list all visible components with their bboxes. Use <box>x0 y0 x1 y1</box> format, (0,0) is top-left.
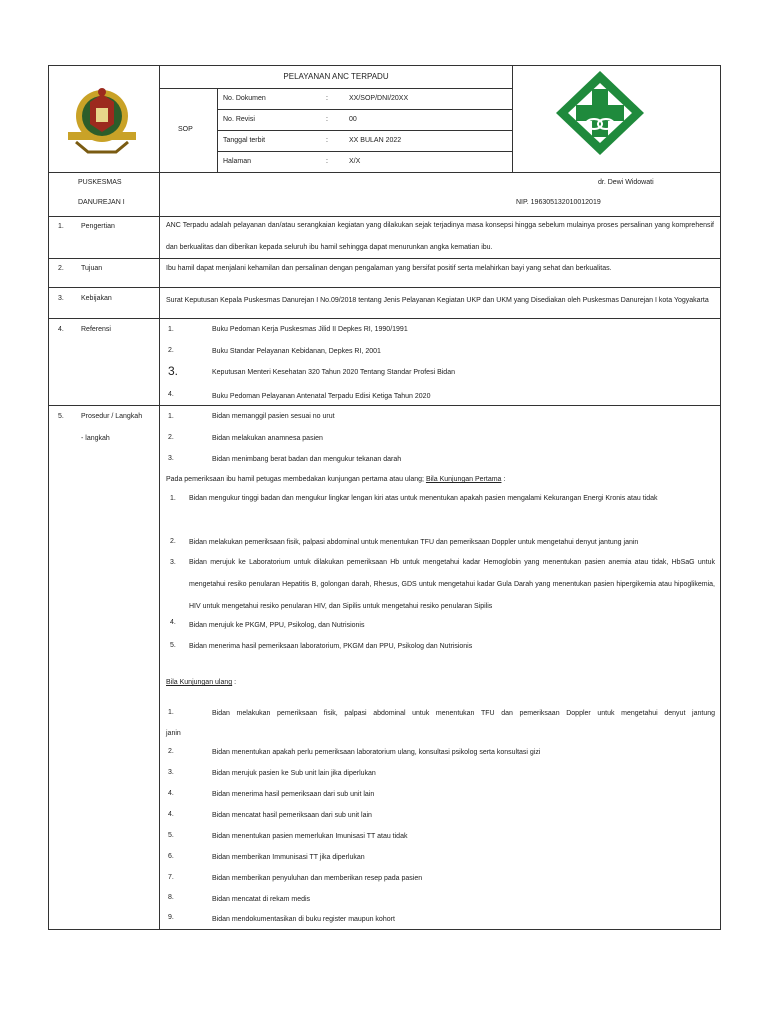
section-text-pengertian: ANC Terpadu adalah pelayanan dan/atau serangkaian kegiatan yang dilakukan sejak terjadinya masa konsepsi hingga sebelum mulainya proses persalinan yang komprehensif dan berkualitas dan diberikan kepada seluruh ibu hamil sehingga dapat menurunkan angka kematian ibu. <box>166 222 714 251</box>
pertama-step-number: 5. <box>170 642 176 649</box>
section-label-referensi: Referensi <box>81 326 111 333</box>
kunjungan-ulang-label: Bila Kunjungan ulang <box>166 679 233 686</box>
kunjungan-intro-text: Pada pemeriksaan ibu hamil petugas membedakan kunjungan pertama atau ulang; <box>166 476 426 483</box>
procedure-step-number: 3. <box>168 455 174 462</box>
signer-nip: NIP. 196305132010012019 <box>516 199 601 206</box>
meta-sep-tanggal-terbit: : <box>326 137 328 144</box>
ulang-step-text: Bidan merujuk pasien ke Sub unit lain jika diperlukan <box>212 770 376 777</box>
ulang-step-text: Bidan menentukan apakah perlu pemeriksaan laboratorium ulang, konsultasi psikolog serta konsultasi gizi <box>212 749 541 756</box>
table-border-right <box>720 65 721 930</box>
ulang-step-text: Bidan menentukan pasien memerlukan Imunisasi TT atau tidak <box>212 833 408 840</box>
meta-sep-no-dokumen: : <box>326 95 328 102</box>
pertama-step-number: 4. <box>170 619 176 626</box>
org-name-line2: DANUREJAN I <box>78 199 125 206</box>
org-name-line1: PUSKESMAS <box>78 179 122 186</box>
meta-value-halaman: X/X <box>349 158 361 165</box>
pertama-step-number: 1. <box>170 495 176 502</box>
meta-label-halaman: Halaman <box>223 158 252 165</box>
pertama-step-text: Bidan menerima hasil pemeriksaan laboratorium, PKGM dan PPU, Psikolog dan Nutrisionis <box>189 643 473 650</box>
ulang-step-text: Bidan mencatat di rekam medis <box>212 896 311 903</box>
ulang-step-number: 4. <box>168 790 174 797</box>
section-number-referensi: 4. <box>58 326 64 333</box>
pertama-step-text: Bidan merujuk ke PKGM, PPU, Psikolog, dan Nutrisionis <box>189 622 365 629</box>
meta-label-no-dokumen: No. Dokumen <box>223 95 266 102</box>
section-number-kebijakan: 3. <box>58 295 64 302</box>
section-number-prosedur: 5. <box>58 413 64 420</box>
ulang-step-number: 3. <box>168 769 174 776</box>
kunjungan-intro-colon: : <box>501 476 506 483</box>
section-number-tujuan: 2. <box>58 265 64 272</box>
pertama-step-number: 3. <box>170 559 176 566</box>
table-border-bottom <box>48 929 721 930</box>
kunjungan-ulang-colon: : <box>232 679 237 686</box>
seal-emblem <box>96 108 108 122</box>
meta-value-no-revisi: 00 <box>349 116 357 123</box>
ulang-step-text: Bidan mencatat hasil pemeriksaan dari sub unit lain <box>212 812 372 819</box>
ulang-step-number: 9. <box>168 914 174 921</box>
meta-row-divider-3 <box>217 151 513 152</box>
section-number-pengertian: 1. <box>58 223 64 230</box>
ulang-step-number: 4. <box>168 811 174 818</box>
meta-row-divider-1 <box>217 109 513 110</box>
meta-value-no-dokumen: XX/SOP/DNI/20XX <box>349 95 409 102</box>
table-border-top <box>48 65 721 66</box>
row-divider-referensi <box>48 405 721 406</box>
kunjungan-pertama-heading: Bila Kunjungan Pertama <box>425 476 502 483</box>
section-label-kebijakan: Kebijakan <box>81 295 112 302</box>
section-text-tujuan: Ibu hamil dapat menjalani kehamilan dan persalinan dengan pengalaman yang bersifat positif serta melahirkan bayi yang sehat dan berkualitas. <box>166 265 612 272</box>
col-divider-2 <box>512 65 513 172</box>
ulang-step-number: 1. <box>168 709 174 716</box>
ulang-step-text: Bidan menerima hasil pemeriksaan dari sub unit lain <box>212 791 375 798</box>
procedure-step-text: Bidan menimbang berat badan dan mengukur tekanan darah <box>212 456 402 463</box>
section-label-pengertian: Pengertian <box>81 223 115 230</box>
yogyakarta-seal-logo <box>62 82 142 158</box>
pertama-step-text: Bidan mengukur tinggi badan dan mengukur lingkar lengan kiri atas untuk menentukan apakah pasien mengalami Kekurangan Energi Kronis atau tidak <box>189 495 658 502</box>
referensi-item-number: 4. <box>168 391 174 398</box>
meta-sep-halaman: : <box>326 158 328 165</box>
procedure-step-number: 2. <box>168 434 174 441</box>
col-divider-1 <box>159 65 160 930</box>
meta-label-tanggal-terbit: Tanggal terbit <box>223 137 266 144</box>
ulang-step-text: Bidan mendokumentasikan di buku register maupun kohort <box>212 916 395 923</box>
ulang-step-text: Bidan memberikan Immunisasi TT jika diperlukan <box>212 854 365 861</box>
ulang-step-number: 8. <box>168 894 174 901</box>
section-label-tujuan: Tujuan <box>81 265 103 272</box>
section-label-prosedur: Prosedur / Langkah <box>81 413 143 420</box>
procedure-step-text: Bidan memanggil pasien sesuai no urut <box>212 413 335 420</box>
referensi-item-text: Buku Pedoman Pelayanan Antenatal Terpadu Edisi Ketiga Tahun 2020 <box>212 393 431 400</box>
puskesmas-logo <box>554 69 646 157</box>
seal-base <box>76 142 128 152</box>
row-divider-tujuan <box>48 287 721 288</box>
pertama-step-number: 2. <box>170 538 176 545</box>
meta-value-tanggal-terbit: XX BULAN 2022 <box>349 137 402 144</box>
sop-label: SOP <box>178 126 193 133</box>
ulang-step-number: 5. <box>168 832 174 839</box>
ulang-step-number: 2. <box>168 748 174 755</box>
seal-crown <box>98 88 106 96</box>
meta-row-divider-2 <box>217 130 513 131</box>
ulang-step-number: 6. <box>168 853 174 860</box>
referensi-item-number: 2. <box>168 347 174 354</box>
pertama-step-text: Bidan melakukan pemeriksaan fisik, palpasi abdominal untuk menentukan TFU dan pemeriksaan Doppler untuk mengetahui denyut jantung janin <box>189 539 639 546</box>
ulang-step-text-cont: janin <box>166 730 181 737</box>
meta-label-no-revisi: No. Revisi <box>223 116 255 123</box>
logo-cross-horizontal <box>576 105 624 121</box>
ulang-step-text: Bidan melakukan pemeriksaan fisik, palpasi abdominal untuk menentukan TFU dan pemeriksaan Doppler untuk mengetahui denyut jantung <box>212 710 715 717</box>
kunjungan-intro <box>166 475 505 484</box>
referensi-item-text: Keputusan Menteri Kesehatan 320 Tahun 2020 Tentang Standar Profesi Bidan <box>212 369 455 376</box>
pertama-step-text: Bidan merujuk ke Laboratorium untuk dilakukan pemeriksaan Hb untuk mengetahui kadar Hemoglobin yang menentukan pasien anemia atau tidak, HbSaG untuk mengetahui resiko penularan Hepatitis B, golongan darah, Rhesus, GDS untuk mengetahui kadar Gula Darah yang menentukan pasien hipergikemia atau hipoglikemia, HIV untuk mengetahui resiko penularan HIV, dan Sipilis untuk mengetahui resiko penularan Sipilis <box>189 559 715 610</box>
ulang-step-text: Bidan memberikan penyuluhan dan memberikan resep pada pasien <box>212 875 423 882</box>
table-border-left <box>48 65 49 930</box>
procedure-step-number: 1. <box>168 413 174 420</box>
row-divider-header <box>48 172 721 173</box>
signer-name: dr. Dewi Widowati <box>598 179 654 186</box>
referensi-item-number: 3. <box>168 364 179 378</box>
referensi-item-text: Buku Pedoman Kerja Puskesmas Jilid II Depkes RI, 1990/1991 <box>212 326 408 333</box>
document-title: PELAYANAN ANC TERPADU <box>283 72 389 81</box>
ulang-step-number: 7. <box>168 874 174 881</box>
row-divider-kebijakan <box>48 318 721 319</box>
section-label-prosedur-cont: - langkah <box>81 435 110 442</box>
meta-sep-no-revisi: : <box>326 116 328 123</box>
title-divider <box>159 88 513 89</box>
referensi-item-text: Buku Standar Pelayanan Kebidanan, Depkes RI, 2001 <box>212 348 381 355</box>
section-text-kebijakan: Surat Keputusan Kepala Puskesmas Danurejan I No.09/2018 tentang Jenis Pelayanan Kegiatan UKP dan UKM yang Disediakan oleh Puskesmas Danurejan I kota Yogyakarta <box>166 297 709 304</box>
kunjungan-ulang-heading <box>166 678 236 687</box>
procedure-step-text: Bidan melakukan anamnesa pasien <box>212 435 323 442</box>
referensi-item-number: 1. <box>168 326 174 333</box>
